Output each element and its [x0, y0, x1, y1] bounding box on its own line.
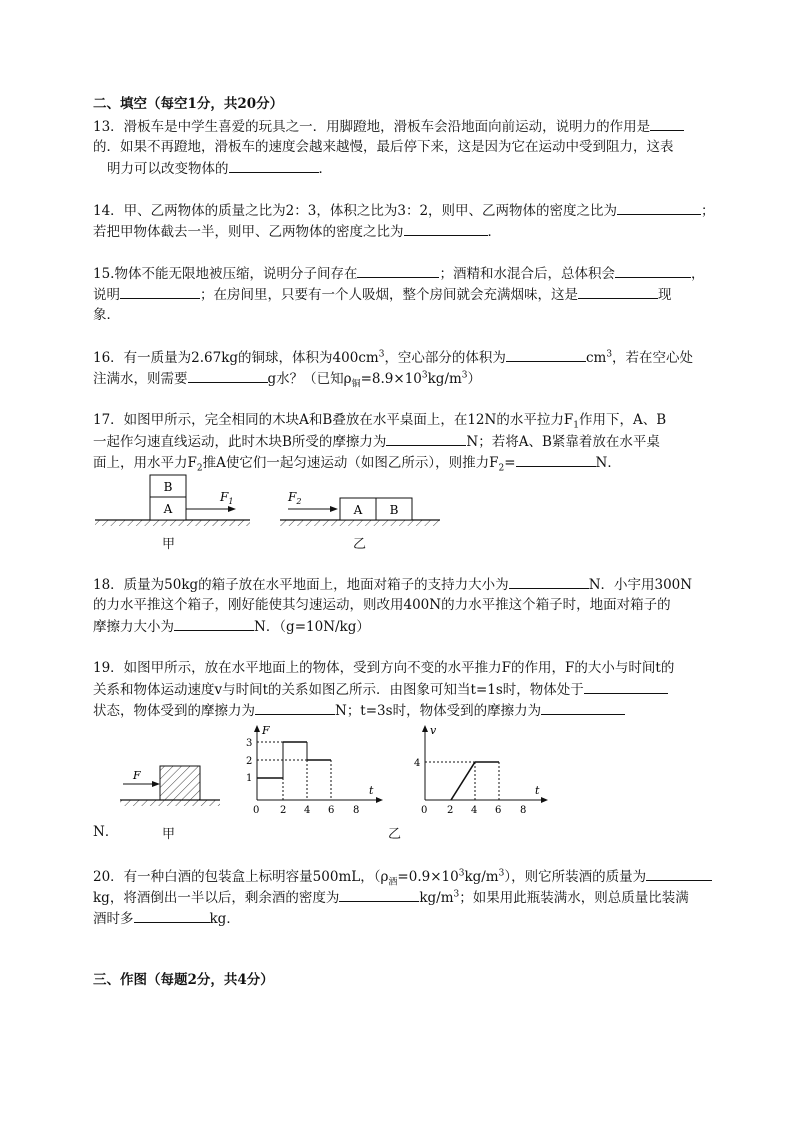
label-b: B	[389, 503, 399, 517]
caption-yi: 乙	[353, 537, 367, 552]
q13-line1: 13．滑板车是中学生喜爱的玩具之一．用脚蹬地，滑板车会沿地面向前运动，说明力的作用是	[93, 116, 684, 137]
v-ramp	[451, 762, 475, 800]
answer-blank[interactable]	[188, 368, 268, 383]
q15-line2: 说明 ；在房间里，只要有一个人吸烟，整个房间就会充满烟味，这是 现	[93, 284, 672, 305]
section-3-title: 三、作图（每题2分，共4分）	[93, 972, 274, 988]
y-axis-label: v	[430, 724, 437, 737]
graph-v-t	[414, 724, 548, 816]
answer-blank[interactable]	[134, 908, 210, 923]
y-tick-1: 1	[246, 773, 253, 784]
graph-f-t	[246, 724, 383, 816]
answer-blank[interactable]	[174, 616, 254, 631]
label-a: A	[353, 503, 363, 517]
figure-jia	[95, 475, 250, 526]
caption-jia: 甲	[162, 827, 176, 842]
q14-line1: 14．甲、乙两物体的质量之比为2：3，体积之比为3：2，则甲、乙两物体的密度之比为 ；	[93, 200, 715, 221]
q17-line1: 17．如图甲所示，完全相同的木块A和B叠放在水平桌面上，在12N的水平拉力$F_1$作用下，A、B	[93, 412, 667, 431]
figure-box	[120, 766, 220, 806]
answer-blank[interactable]	[541, 700, 625, 715]
y-tick-2: 2	[246, 756, 253, 767]
section-2-title: 二、填空（每空1分，共20分）	[93, 96, 284, 112]
label-b: B	[163, 480, 173, 494]
q19-line4: N．	[93, 824, 119, 840]
answer-blank[interactable]	[120, 284, 200, 299]
q18-line2: 的力水平推这个箱子，刚好能使其匀速运动，则改用400N的力水平推这个箱子时，地面对箱子的	[93, 597, 671, 613]
answer-blank[interactable]	[650, 116, 684, 131]
answer-blank[interactable]	[584, 679, 668, 694]
label-f: F	[133, 769, 141, 782]
x-tick-4: 4	[471, 805, 478, 816]
x-tick-8: 8	[520, 805, 527, 816]
ground-hatch	[120, 800, 220, 806]
answer-blank[interactable]	[617, 200, 701, 215]
q19-figure	[115, 722, 555, 817]
label-f1: $F_1$	[220, 490, 234, 506]
q19-line2: 关系和物体运动速度v与时间t的关系如图乙所示．由图象可知当t=1s时，物体处于	[93, 679, 668, 700]
answer-blank[interactable]	[357, 263, 439, 278]
x-tick-2: 2	[447, 805, 454, 816]
q20-line3: 酒时多 kg．	[93, 908, 240, 929]
arrow-head	[330, 506, 338, 512]
q16-line2: 注满水，则需要 g水？（已知$\rho_铜=8.9\times 10^3kg/m^3$）	[93, 368, 481, 389]
x-tick-6: 6	[328, 805, 335, 816]
answer-blank[interactable]	[578, 284, 658, 299]
answer-blank[interactable]	[506, 347, 586, 362]
ground-hatch	[280, 520, 440, 526]
x-tick-4: 4	[304, 805, 311, 816]
caption-yi: 乙	[388, 827, 402, 842]
q15-line3: 象．	[93, 307, 120, 323]
x-tick-0: 0	[253, 805, 260, 816]
label-a: A	[163, 502, 173, 516]
answer-blank[interactable]	[646, 866, 712, 881]
answer-blank[interactable]	[615, 263, 691, 278]
y-tick-4: 4	[414, 758, 421, 769]
answer-blank[interactable]	[255, 700, 335, 715]
answer-blank[interactable]	[516, 452, 596, 467]
x-axis-label: t	[369, 784, 374, 797]
x-axis-arrow	[541, 797, 548, 803]
x-tick-6: 6	[495, 805, 502, 816]
y-axis-arrow	[422, 725, 428, 732]
figure-yi	[280, 490, 440, 526]
q18-line1: 18．质量为50kg的箱子放在水平地面上，地面对箱子的支持力大小为 N．小宇用300N	[93, 574, 692, 595]
q13-line3: 明力可以改变物体的 ．	[107, 158, 332, 179]
q19-line1: 19．如图甲所示，放在水平地面上的物体，受到方向不变的水平推力F的作用，F的大小与时间t的	[93, 660, 675, 676]
q20-line1: 20．有一种白酒的包装盒上标明容量500mL，$(\rho_酒=0.9\times 10^3kg/m^3)$，则它所装酒的质量为	[93, 866, 712, 887]
answer-blank[interactable]	[229, 158, 319, 173]
answer-blank[interactable]	[404, 221, 488, 236]
y-tick-3: 3	[246, 738, 253, 749]
q19-line3: 状态，物体受到的摩擦力为 N；t=3s时，物体受到的摩擦力为	[93, 700, 625, 721]
x-tick-0: 0	[421, 805, 428, 816]
x-tick-2: 2	[280, 805, 287, 816]
q17-figure	[90, 470, 450, 550]
x-axis-arrow	[376, 797, 383, 803]
q14-line2: 若把甲物体截去一半，则甲、乙两物体的密度之比为 ．	[93, 221, 501, 242]
x-axis-label: t	[535, 784, 540, 797]
label-f2: $F_2$	[288, 490, 302, 506]
q20-line2: kg，将酒倒出一半以后，剩余酒的密度为 $kg/m^3$；如果用此瓶装满水，则总质量比装满	[93, 887, 689, 908]
hatched-box	[160, 766, 200, 800]
ground-hatch	[95, 520, 250, 526]
q16-line1: 16．有一质量为2.67kg的铜球，体积为$400cm^3$，空心部分的体积为 $cm^3$，若在空心处	[93, 347, 693, 368]
q17-line2: 一起作匀速直线运动，此时木块B所受的摩擦力为 N；若将A、B紧靠着放在水平桌	[93, 431, 660, 452]
q15-line1: 15.物体不能无限地被压缩，说明分子间存在 ；酒精和水混合后，总体积会 ，	[93, 263, 704, 284]
arrow-head	[228, 506, 236, 512]
y-axis-arrow	[254, 725, 260, 732]
caption-jia: 甲	[162, 537, 176, 552]
answer-blank[interactable]	[339, 887, 419, 902]
y-axis-label: F	[262, 724, 270, 737]
q13-line2: 的．如果不再蹬地，滑板车的速度会越来越慢，最后停下来，这是因为它在运动中受到阻力，这表	[93, 139, 674, 155]
q17-line3: 面上，用水平力$F_2$推A使它们一起匀速运动（如图乙所示），则推力$F_2= N$．	[93, 452, 621, 473]
answer-blank[interactable]	[386, 431, 466, 446]
answer-blank[interactable]	[509, 574, 589, 589]
x-tick-8: 8	[353, 805, 360, 816]
arrow-head	[152, 781, 160, 787]
q18-line3: 摩擦力大小为 N．（g=10N/kg）	[93, 616, 370, 637]
